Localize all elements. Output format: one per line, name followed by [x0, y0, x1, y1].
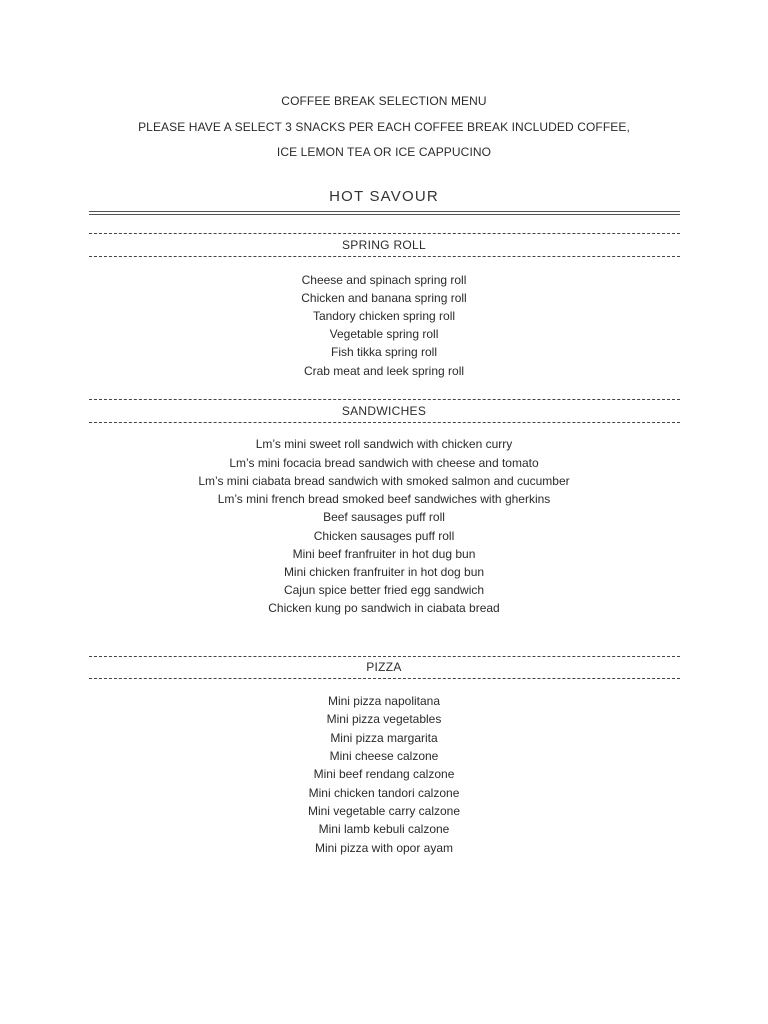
menu-item: Beef sausages puff roll: [323, 510, 445, 524]
category-divider-top: [89, 656, 680, 657]
menu-item: Mini beef franfruiter in hot dug bun: [292, 547, 476, 561]
menu-instruction-line-1: PLEASE HAVE A SELECT 3 SNACKS PER EACH COFFEE BREAK INCLUDED COFFEE,: [138, 120, 630, 134]
menu-instruction-line-2: ICE LEMON TEA OR ICE CAPPUCINO: [276, 145, 492, 159]
menu-item: Fish tikka spring roll: [330, 345, 438, 359]
menu-title: COFFEE BREAK SELECTION MENU: [281, 94, 487, 108]
category-label-pizza: PIZZA: [366, 660, 402, 674]
menu-item: Tandory chicken spring roll: [312, 309, 456, 323]
menu-item: Mini chicken tandori calzone: [308, 786, 460, 800]
menu-item: Lm’s mini focacia bread sandwich with cheese and tomato: [229, 456, 539, 470]
menu-item: Mini pizza with opor ayam: [314, 841, 454, 855]
category-divider-top: [89, 399, 680, 400]
category-divider-bottom: [89, 422, 680, 423]
menu-item: Cajun spice better fried egg sandwich: [283, 583, 485, 597]
menu-item: Cheese and spinach spring roll: [301, 273, 467, 287]
category-label-spring-roll: SPRING ROLL: [342, 238, 426, 252]
menu-item: Mini pizza margarita: [330, 731, 438, 745]
menu-item: Mini pizza vegetables: [326, 712, 442, 726]
category-divider-top: [89, 233, 680, 234]
menu-item: Mini cheese calzone: [329, 749, 439, 763]
menu-item: Crab meat and leek spring roll: [303, 364, 465, 378]
category-divider-bottom: [89, 256, 680, 257]
menu-item: Mini beef rendang calzone: [313, 767, 455, 781]
menu-item: Lm’s mini french bread smoked beef sandwiches with gherkins: [217, 492, 551, 506]
menu-item: Mini pizza napolitana: [327, 694, 441, 708]
menu-item: Mini chicken franfruiter in hot dog bun: [283, 565, 485, 579]
section-title-hot-savour: HOT SAVOUR: [329, 188, 439, 205]
menu-item: Mini lamb kebuli calzone: [318, 822, 450, 836]
menu-item: Chicken sausages puff roll: [313, 529, 455, 543]
menu-item: Lm’s mini ciabata bread sandwich with smoked salmon and cucumber: [198, 474, 570, 488]
menu-item: Lm’s mini sweet roll sandwich with chicken curry: [255, 437, 513, 451]
menu-item: Mini vegetable carry calzone: [307, 804, 461, 818]
category-divider-bottom: [89, 678, 680, 679]
menu-item: Vegetable spring roll: [329, 327, 439, 341]
menu-item: Chicken and banana spring roll: [301, 291, 467, 305]
menu-item: Chicken kung po sandwich in ciabata bread: [268, 601, 500, 615]
category-label-sandwiches: SANDWICHES: [341, 404, 427, 418]
